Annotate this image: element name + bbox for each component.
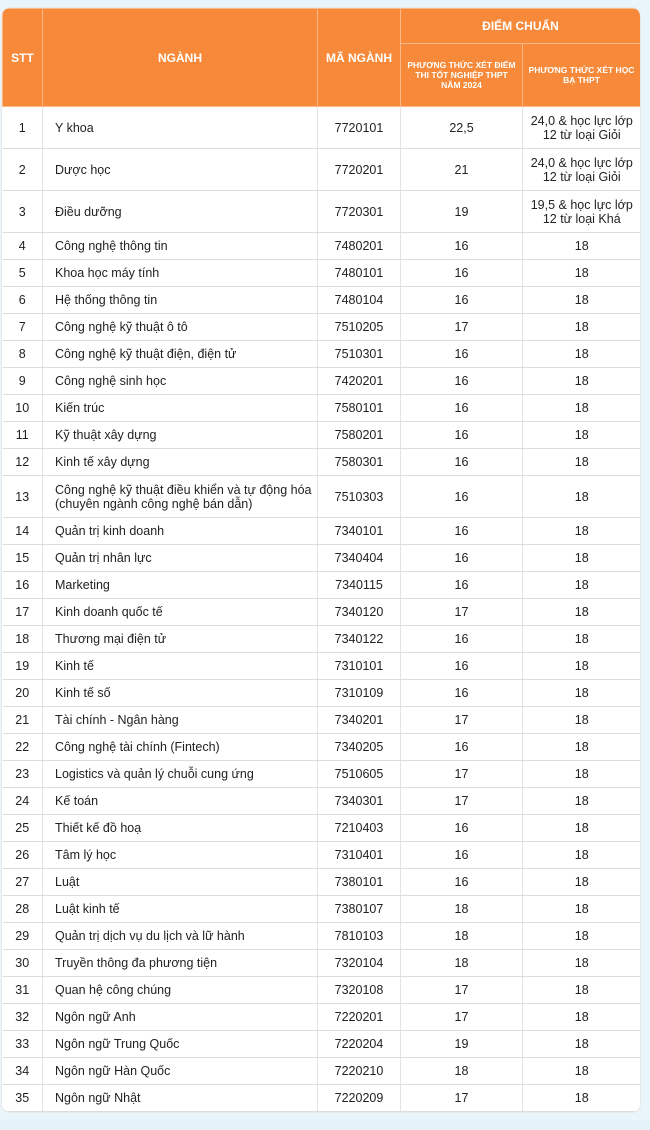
table-row <box>3 599 641 626</box>
cell-ma-nganh: 7510301 <box>318 341 401 368</box>
cell-stt: 2 <box>3 149 43 191</box>
cell-diem-hoc-ba: 18 <box>523 653 641 680</box>
cell-stt: 25 <box>3 815 43 842</box>
cell-ma-nganh: 7340404 <box>318 545 401 572</box>
cell-diem-thpt: 17 <box>401 1004 523 1031</box>
cell-stt: 30 <box>3 950 43 977</box>
cell-diem-hoc-ba: 18 <box>523 545 641 572</box>
cell-stt: 4 <box>3 233 43 260</box>
cell-ma-nganh: 7220204 <box>318 1031 401 1058</box>
cell-nganh: Khoa học máy tính <box>43 260 318 287</box>
table-row <box>3 626 641 653</box>
admission-score-table-card <box>2 8 640 1112</box>
cell-ma-nganh: 7210403 <box>318 815 401 842</box>
cell-nganh: Kiến trúc <box>43 395 318 422</box>
cell-nganh: Công nghệ thông tin <box>43 233 318 260</box>
cell-ma-nganh: 7720301 <box>318 191 401 233</box>
cell-nganh: Luật kinh tế <box>43 896 318 923</box>
cell-stt: 6 <box>3 287 43 314</box>
cell-ma-nganh: 7510205 <box>318 314 401 341</box>
table-row <box>3 1085 641 1112</box>
cell-ma-nganh: 7340115 <box>318 572 401 599</box>
table-row <box>3 518 641 545</box>
table-row <box>3 476 641 518</box>
cell-ma-nganh: 7220210 <box>318 1058 401 1085</box>
cell-diem-hoc-ba: 24,0 & học lực lớp 12 từ loại Giỏi <box>523 107 641 149</box>
cell-nganh: Kinh doanh quốc tế <box>43 599 318 626</box>
table-row <box>3 422 641 449</box>
cell-stt: 34 <box>3 1058 43 1085</box>
cell-diem-thpt: 17 <box>401 761 523 788</box>
cell-diem-hoc-ba: 18 <box>523 923 641 950</box>
cell-ma-nganh: 7310401 <box>318 842 401 869</box>
cell-diem-hoc-ba: 18 <box>523 815 641 842</box>
cell-stt: 11 <box>3 422 43 449</box>
cell-nganh: Quản trị nhân lực <box>43 545 318 572</box>
cell-ma-nganh: 7310109 <box>318 680 401 707</box>
header-stt: STT <box>3 9 43 107</box>
cell-diem-hoc-ba: 19,5 & học lực lớp 12 từ loại Khá <box>523 191 641 233</box>
cell-ma-nganh: 7340201 <box>318 707 401 734</box>
table-row <box>3 1031 641 1058</box>
cell-diem-hoc-ba: 18 <box>523 422 641 449</box>
cell-stt: 33 <box>3 1031 43 1058</box>
cell-nganh: Ngôn ngữ Trung Quốc <box>43 1031 318 1058</box>
cell-diem-thpt: 17 <box>401 977 523 1004</box>
cell-diem-hoc-ba: 18 <box>523 707 641 734</box>
cell-ma-nganh: 7480104 <box>318 287 401 314</box>
cell-diem-thpt: 18 <box>401 1058 523 1085</box>
cell-ma-nganh: 7510605 <box>318 761 401 788</box>
cell-ma-nganh: 7220201 <box>318 1004 401 1031</box>
cell-diem-thpt: 18 <box>401 896 523 923</box>
cell-diem-thpt: 17 <box>401 314 523 341</box>
cell-diem-hoc-ba: 18 <box>523 761 641 788</box>
table-row <box>3 191 641 233</box>
cell-nganh: Công nghệ kỹ thuật ô tô <box>43 314 318 341</box>
table-row <box>3 545 641 572</box>
cell-nganh: Thương mại điện tử <box>43 626 318 653</box>
table-row <box>3 842 641 869</box>
cell-diem-thpt: 16 <box>401 476 523 518</box>
cell-stt: 18 <box>3 626 43 653</box>
cell-diem-thpt: 16 <box>401 518 523 545</box>
cell-diem-thpt: 16 <box>401 842 523 869</box>
cell-ma-nganh: 7340301 <box>318 788 401 815</box>
cell-nganh: Thiết kế đồ hoạ <box>43 815 318 842</box>
table-row <box>3 869 641 896</box>
cell-stt: 5 <box>3 260 43 287</box>
cell-diem-thpt: 17 <box>401 707 523 734</box>
table-row <box>3 341 641 368</box>
cell-stt: 24 <box>3 788 43 815</box>
cell-diem-thpt: 22,5 <box>401 107 523 149</box>
cell-diem-hoc-ba: 18 <box>523 977 641 1004</box>
cell-stt: 9 <box>3 368 43 395</box>
cell-stt: 1 <box>3 107 43 149</box>
cell-diem-thpt: 16 <box>401 422 523 449</box>
cell-stt: 19 <box>3 653 43 680</box>
table-row <box>3 815 641 842</box>
cell-diem-hoc-ba: 18 <box>523 341 641 368</box>
cell-nganh: Kinh tế số <box>43 680 318 707</box>
cell-stt: 35 <box>3 1085 43 1112</box>
table-row <box>3 734 641 761</box>
cell-diem-hoc-ba: 18 <box>523 572 641 599</box>
cell-diem-hoc-ba: 18 <box>523 788 641 815</box>
cell-diem-hoc-ba: 18 <box>523 1004 641 1031</box>
cell-diem-thpt: 16 <box>401 545 523 572</box>
cell-stt: 22 <box>3 734 43 761</box>
cell-stt: 7 <box>3 314 43 341</box>
cell-ma-nganh: 7220209 <box>318 1085 401 1112</box>
cell-stt: 8 <box>3 341 43 368</box>
cell-diem-hoc-ba: 18 <box>523 368 641 395</box>
cell-stt: 15 <box>3 545 43 572</box>
cell-diem-thpt: 16 <box>401 680 523 707</box>
cell-diem-thpt: 16 <box>401 341 523 368</box>
cell-nganh: Kinh tế <box>43 653 318 680</box>
cell-stt: 20 <box>3 680 43 707</box>
cell-nganh: Công nghệ sinh học <box>43 368 318 395</box>
cell-ma-nganh: 7480101 <box>318 260 401 287</box>
cell-nganh: Tài chính - Ngân hàng <box>43 707 318 734</box>
cell-stt: 3 <box>3 191 43 233</box>
cell-diem-thpt: 16 <box>401 395 523 422</box>
cell-nganh: Truyền thông đa phương tiện <box>43 950 318 977</box>
cell-diem-hoc-ba: 18 <box>523 680 641 707</box>
cell-ma-nganh: 7720101 <box>318 107 401 149</box>
cell-diem-hoc-ba: 18 <box>523 950 641 977</box>
cell-diem-thpt: 16 <box>401 260 523 287</box>
cell-ma-nganh: 7340101 <box>318 518 401 545</box>
cell-ma-nganh: 7580101 <box>318 395 401 422</box>
cell-stt: 21 <box>3 707 43 734</box>
cell-diem-thpt: 17 <box>401 599 523 626</box>
cell-stt: 32 <box>3 1004 43 1031</box>
header-diem-chuan: ĐIỂM CHUẨN <box>401 9 641 44</box>
cell-ma-nganh: 7420201 <box>318 368 401 395</box>
cell-stt: 28 <box>3 896 43 923</box>
cell-stt: 14 <box>3 518 43 545</box>
table-row <box>3 368 641 395</box>
cell-diem-thpt: 16 <box>401 626 523 653</box>
cell-ma-nganh: 7380107 <box>318 896 401 923</box>
cell-nganh: Ngôn ngữ Anh <box>43 1004 318 1031</box>
cell-ma-nganh: 7580201 <box>318 422 401 449</box>
table-row <box>3 260 641 287</box>
cell-nganh: Quan hệ công chúng <box>43 977 318 1004</box>
cell-diem-hoc-ba: 18 <box>523 395 641 422</box>
header-phuong-thuc-hoc-ba: PHƯƠNG THỨC XÉT HỌC BẠ THPT <box>523 44 641 107</box>
table-row <box>3 149 641 191</box>
cell-diem-hoc-ba: 18 <box>523 476 641 518</box>
cell-stt: 10 <box>3 395 43 422</box>
table-row <box>3 788 641 815</box>
cell-diem-thpt: 16 <box>401 287 523 314</box>
cell-ma-nganh: 7810103 <box>318 923 401 950</box>
cell-ma-nganh: 7340120 <box>318 599 401 626</box>
cell-diem-thpt: 16 <box>401 233 523 260</box>
cell-nganh: Ngôn ngữ Hàn Quốc <box>43 1058 318 1085</box>
cell-ma-nganh: 7720201 <box>318 149 401 191</box>
cell-diem-thpt: 17 <box>401 788 523 815</box>
page-bottom-strip <box>0 1120 650 1130</box>
cell-nganh: Công nghệ kỹ thuật điện, điện tử <box>43 341 318 368</box>
cell-diem-thpt: 19 <box>401 191 523 233</box>
cell-diem-thpt: 16 <box>401 368 523 395</box>
cell-stt: 17 <box>3 599 43 626</box>
table-row <box>3 395 641 422</box>
cell-nganh: Kế toán <box>43 788 318 815</box>
cell-nganh: Quản trị kinh doanh <box>43 518 318 545</box>
cell-diem-hoc-ba: 18 <box>523 314 641 341</box>
cell-diem-thpt: 19 <box>401 1031 523 1058</box>
cell-diem-thpt: 16 <box>401 869 523 896</box>
cell-diem-thpt: 16 <box>401 449 523 476</box>
cell-stt: 27 <box>3 869 43 896</box>
cell-ma-nganh: 7320104 <box>318 950 401 977</box>
cell-diem-thpt: 16 <box>401 653 523 680</box>
cell-nganh: Dược học <box>43 149 318 191</box>
cell-diem-hoc-ba: 18 <box>523 734 641 761</box>
table-row <box>3 923 641 950</box>
cell-nganh: Quản trị dịch vụ du lịch và lữ hành <box>43 923 318 950</box>
cell-diem-thpt: 18 <box>401 923 523 950</box>
table-row <box>3 107 641 149</box>
cell-diem-thpt: 21 <box>401 149 523 191</box>
cell-diem-hoc-ba: 18 <box>523 287 641 314</box>
cell-diem-thpt: 18 <box>401 950 523 977</box>
cell-ma-nganh: 7580301 <box>318 449 401 476</box>
cell-diem-hoc-ba: 18 <box>523 1085 641 1112</box>
header-nganh: NGÀNH <box>43 9 318 107</box>
table-header <box>3 9 641 107</box>
cell-nganh: Hệ thống thông tin <box>43 287 318 314</box>
cell-stt: 26 <box>3 842 43 869</box>
table-row <box>3 314 641 341</box>
cell-diem-hoc-ba: 18 <box>523 449 641 476</box>
admission-score-table <box>2 8 640 1112</box>
cell-diem-hoc-ba: 18 <box>523 1058 641 1085</box>
cell-ma-nganh: 7320108 <box>318 977 401 1004</box>
cell-ma-nganh: 7510303 <box>318 476 401 518</box>
cell-ma-nganh: 7380101 <box>318 869 401 896</box>
cell-diem-hoc-ba: 18 <box>523 842 641 869</box>
cell-ma-nganh: 7310101 <box>318 653 401 680</box>
table-body <box>3 107 641 1112</box>
cell-nganh: Kinh tế xây dựng <box>43 449 318 476</box>
cell-diem-thpt: 17 <box>401 1085 523 1112</box>
cell-nganh: Điều dưỡng <box>43 191 318 233</box>
cell-nganh: Y khoa <box>43 107 318 149</box>
cell-diem-hoc-ba: 18 <box>523 599 641 626</box>
table-row <box>3 449 641 476</box>
table-row <box>3 950 641 977</box>
cell-ma-nganh: 7480201 <box>318 233 401 260</box>
header-ma-nganh: MÃ NGÀNH <box>318 9 401 107</box>
cell-diem-hoc-ba: 18 <box>523 233 641 260</box>
table-row <box>3 707 641 734</box>
table-row <box>3 572 641 599</box>
table-row <box>3 761 641 788</box>
cell-stt: 23 <box>3 761 43 788</box>
header-phuong-thuc-thpt: PHƯƠNG THỨC XÉT ĐIỂM THI TỐT NGHIỆP THPT NĂM 2024 <box>401 44 523 107</box>
cell-stt: 12 <box>3 449 43 476</box>
cell-nganh: Luật <box>43 869 318 896</box>
cell-diem-hoc-ba: 18 <box>523 896 641 923</box>
cell-nganh: Ngôn ngữ Nhật <box>43 1085 318 1112</box>
table-row <box>3 680 641 707</box>
cell-nganh: Logistics và quản lý chuỗi cung ứng <box>43 761 318 788</box>
cell-nganh: Marketing <box>43 572 318 599</box>
cell-stt: 13 <box>3 476 43 518</box>
cell-diem-thpt: 16 <box>401 572 523 599</box>
cell-diem-hoc-ba: 18 <box>523 626 641 653</box>
cell-nganh: Tâm lý học <box>43 842 318 869</box>
table-row <box>3 653 641 680</box>
cell-stt: 31 <box>3 977 43 1004</box>
cell-diem-hoc-ba: 18 <box>523 260 641 287</box>
cell-diem-hoc-ba: 18 <box>523 869 641 896</box>
cell-stt: 29 <box>3 923 43 950</box>
cell-nganh: Kỹ thuật xây dựng <box>43 422 318 449</box>
cell-stt: 16 <box>3 572 43 599</box>
cell-diem-hoc-ba: 18 <box>523 1031 641 1058</box>
cell-nganh: Công nghệ tài chính (Fintech) <box>43 734 318 761</box>
cell-diem-thpt: 16 <box>401 734 523 761</box>
cell-diem-thpt: 16 <box>401 815 523 842</box>
cell-diem-hoc-ba: 24,0 & học lực lớp 12 từ loại Giỏi <box>523 149 641 191</box>
cell-nganh: Công nghệ kỹ thuật điều khiển và tự động hóa (chuyên ngành công nghệ bán dẫn) <box>43 476 318 518</box>
table-row <box>3 1004 641 1031</box>
table-row <box>3 896 641 923</box>
cell-diem-hoc-ba: 18 <box>523 518 641 545</box>
table-row <box>3 233 641 260</box>
cell-ma-nganh: 7340122 <box>318 626 401 653</box>
table-row <box>3 287 641 314</box>
table-row <box>3 977 641 1004</box>
table-row <box>3 1058 641 1085</box>
cell-ma-nganh: 7340205 <box>318 734 401 761</box>
